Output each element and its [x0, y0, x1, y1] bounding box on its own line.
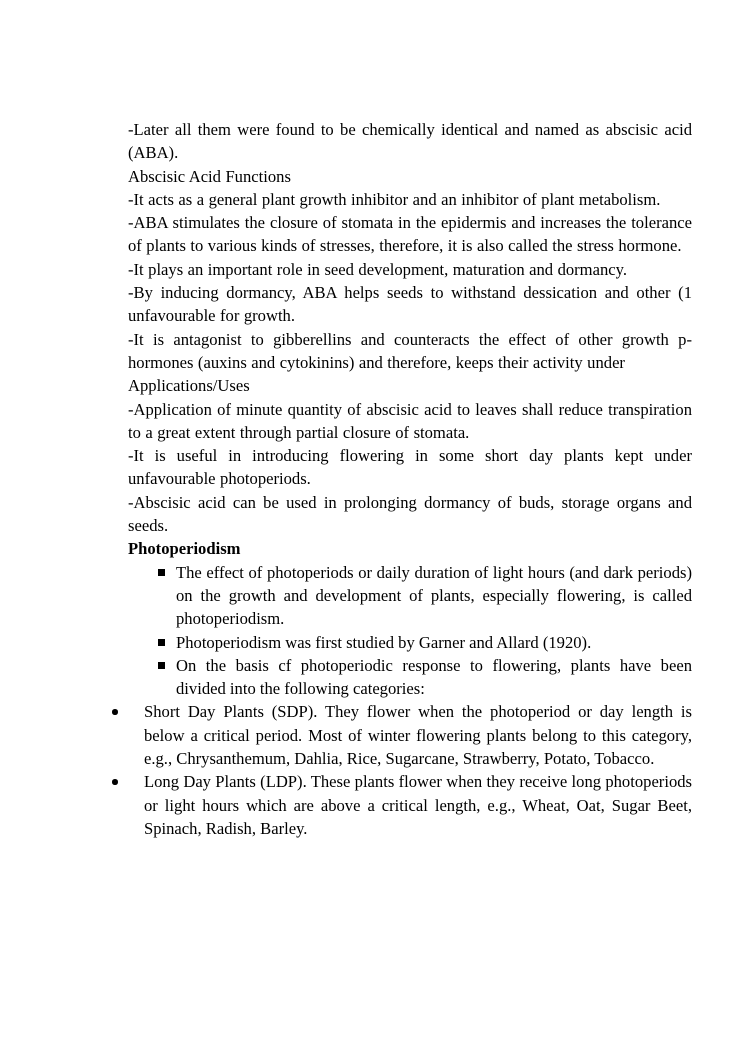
plant-categories-round-bullets — [128, 700, 692, 840]
bullet-text: The effect of photoperiods or daily duration of light hours (and dark periods) on the growth and development of plants, especially flowering, is called photoperiodism. — [176, 562, 692, 629]
bullet-text: Photoperiodism was first studied by Garner and Allard (1920). — [176, 632, 592, 652]
heading-abscisic-acid-functions: Abscisic Acid Functions — [128, 166, 291, 186]
round-bullet-icon — [112, 709, 118, 715]
bullet-effect-of-photoperiods — [128, 561, 692, 631]
square-bullet-icon — [158, 662, 165, 669]
photoperiodism-square-bullets — [128, 561, 692, 701]
para-general-inhibitor: -It acts as a general plant growth inhibitor and an inhibitor of plant metabolism. — [128, 189, 661, 209]
document-body — [128, 118, 692, 840]
round-bullet-icon — [112, 779, 118, 785]
para-antagonist-gibberellins: -It is antagonist to gibberellins and counteracts the effect of other growth p-hormones (auxins and cytokinins) and therefore, keeps their activity under — [128, 329, 692, 372]
para-seed-development: -It plays an important role in seed development, maturation and dormancy. — [128, 259, 627, 279]
bullet-text: On the basis cf photoperiodic response to flowering, plants have been divided into the following categories: — [176, 655, 692, 699]
bullet-long-day-plants — [112, 770, 692, 840]
para-short-day-flowering: -It is useful in introducing flowering in some short day plants kept under unfavourable photoperiods. — [128, 446, 692, 489]
para-prolonging-dormancy: -Abscisic acid can be used in prolonging dormancy of buds, storage organs and seeds. — [128, 492, 692, 536]
square-bullet-icon — [158, 569, 165, 576]
heading-photoperiodism: Photoperiodism — [128, 539, 241, 559]
bullet-text: Long Day Plants (LDP). These plants flower when they receive long photoperiods or light hours which are above a critical length, e.g., Wheat, Oat, Sugar Beet, Spinach, Radish, Barley. — [144, 772, 692, 838]
para-later-all-them: -Later all them were found to be chemically identical and named as abscisic acid (ABA). — [128, 120, 692, 163]
para-inducing-dormancy: -By inducing dormancy, ABA helps seeds to withstand dessication and other (1 unfavourable for growth. — [128, 283, 692, 326]
para-aba-stomata-closure: -ABA stimulates the closure of stomata in the epidermis and increases the tolerance of plants to various kinds of stresses, therefore, it is also called the stress hormone. — [128, 213, 692, 256]
bullet-short-day-plants — [112, 700, 692, 770]
bullet-photoperiodic-response-categories — [128, 654, 692, 701]
square-bullet-icon — [158, 639, 165, 646]
bullet-text: Short Day Plants (SDP). They flower when the photoperiod or day length is below a critical period. Most of winter flowering plants belong to this category, e.g., Chrysanthemum, Dahlia, Rice, Sugarcane, Strawberry, Potato, Tobacco. — [144, 702, 692, 769]
heading-applications-uses: Applications/Uses — [128, 376, 250, 396]
para-minute-quantity: -Application of minute quantity of abscisic acid to leaves shall reduce transpiration to a great extent through partial closure of stomata. — [128, 399, 692, 442]
bullet-garner-and-allard — [128, 631, 692, 654]
